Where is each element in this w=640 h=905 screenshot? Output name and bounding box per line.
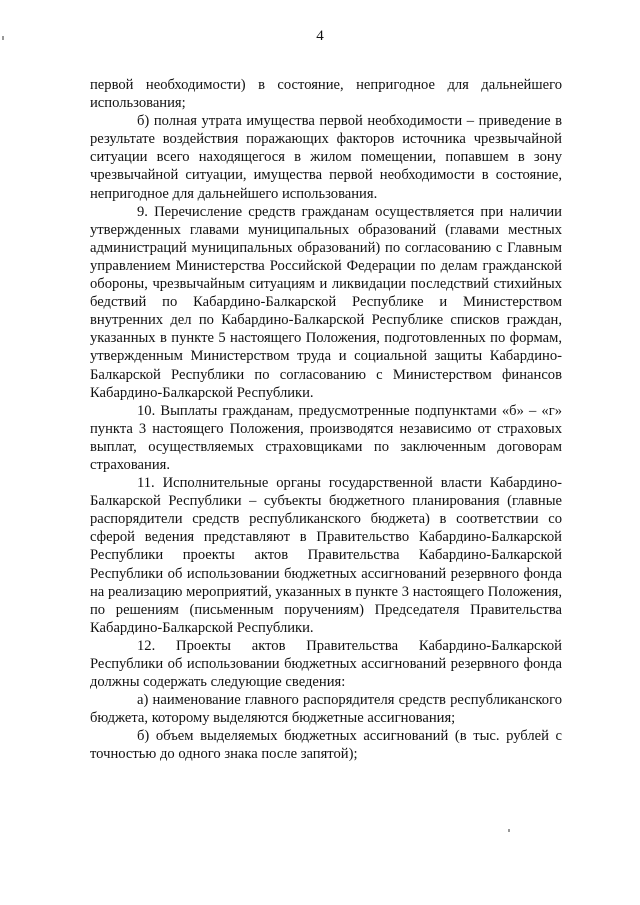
document-body — [90, 76, 562, 764]
scan-mark — [508, 829, 510, 832]
paragraph: 12. Проекты актов Правительства Кабардино-Балкарской Республики об использовании бюджетных ассигнований резервного фонда должны содержать следующие сведения: — [90, 637, 562, 691]
page-number: 4 — [316, 28, 324, 44]
paragraph: б) полная утрата имущества первой необходимости – приведение в результате воздействия поражающих факторов источника чрезвычайной ситуации всего находящегося в жилом помещении, попавшем в зону чрезвычайной ситуации, имущества первой необходимости в состояние, непригодное для дальнейшего использования. — [90, 113, 562, 202]
paragraph: б) объем выделяемых бюджетных ассигнований (в тыс. рублей с точностью до одного знака после запятой); — [90, 728, 562, 763]
paragraph: 9. Перечисление средств гражданам осуществляется при наличии утвержденных главами муниципальных образований (главами местных администраций муниципальных образований) по согласованию с Главным управлением Министерства Российской Федерации по делам гражданской обороны, чрезвычайным ситуациям и ликвидации последствий стихийных бедствий по Кабардино-Балкарской Республике и Министерством внутренних дел по Кабардино-Балкарской Республике списков граждан, указанных в пункте 5 настоящего Положения, подготовленных по формам, утвержденным Министерством труда и социальной защиты Кабардино-Балкарской Республики по согласованию с Министерством финансов Кабардино-Балкарской Республики. — [90, 203, 562, 401]
paragraph: 10. Выплаты гражданам, предусмотренные подпунктами «б» – «г» пункта 3 настоящего Положения, производятся независимо от страховых выплат, осуществляемых страховщиками по заключенным договорам страхования. — [90, 402, 562, 473]
paragraph: первой необходимости) в состояние, непригодное для дальнейшего использования; — [90, 77, 562, 112]
paragraph: а) наименование главного распорядителя средств республиканского бюджета, которому выделяются бюджетные ассигнования; — [90, 692, 562, 727]
paragraph: 11. Исполнительные органы государственной власти Кабардино-Балкарской Республики – субъекты бюджетного планирования (главные распорядители средств республиканского бюджета) в соответствии со сферой ведения представляют в Правительство Кабардино-Балкарской Республики проекты актов Правительства Кабардино-Балкарской Республики об использовании бюджетных ассигнований резервного фонда на реализацию мероприятий, указанных в пункте 3 настоящего Положения, по решениям (письменным поручениям) Председателя Правительства Кабардино-Балкарской Республики. — [90, 475, 562, 636]
